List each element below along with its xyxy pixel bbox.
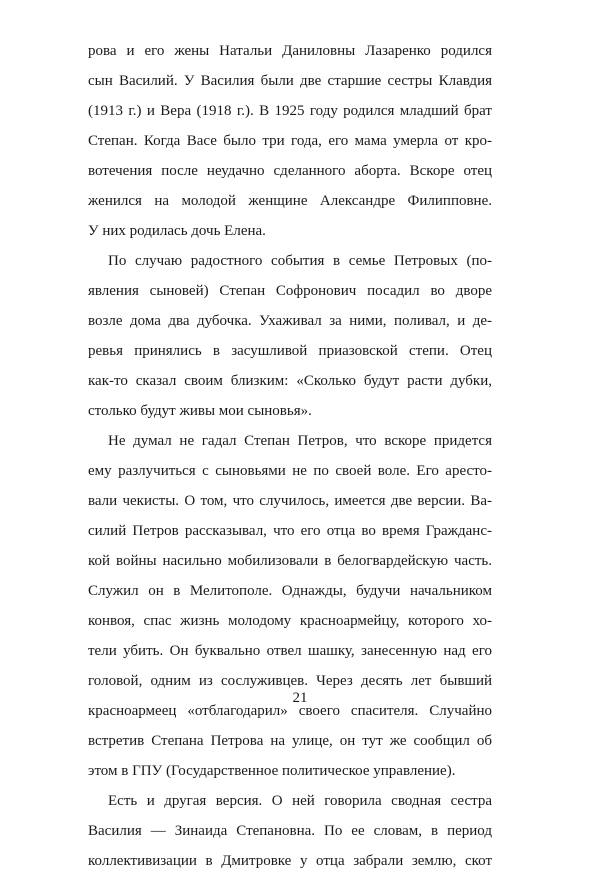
text-line: тели убить. Он буквально отвел шашку, занесенную над его xyxy=(88,643,492,659)
text-line: ревья принялись в засушливой приазовской степи. Отец xyxy=(88,343,492,359)
text-line: сын Василий. У Василия были две старшие сестры Клавдия xyxy=(88,73,492,89)
page-number: 21 xyxy=(292,690,308,706)
text-line: По случаю радостного события в семье Петровых (по- xyxy=(108,253,492,269)
text-line: силий Петров рассказывал, что его отца во время Гражданс- xyxy=(88,523,492,539)
text-line: кой войны насильно мобилизовали в белогвардейскую часть. xyxy=(88,553,492,569)
text-line: этом в ГПУ (Государственное политическое управление). xyxy=(88,763,456,779)
text-line: ему разлучиться с сыновьями не по своей воле. Его аресто- xyxy=(88,463,492,479)
text-line: вали чекисты. О том, что случилось, имеется две версии. Ва- xyxy=(88,493,492,509)
text-line: вотечения после неудачно сделанного аборта. Вскоре отец xyxy=(88,163,492,179)
text-line: красноармеец «отблагодарил» своего спасителя. Случайно xyxy=(88,703,492,719)
text-line: женился на молодой женщине Александре Филипповне. xyxy=(88,193,492,209)
text-line: встретив Степана Петрова на улице, он тут же сообщил об xyxy=(88,733,492,749)
text-line: У них родилась дочь Елена. xyxy=(88,223,266,239)
text-line: возле дома два дубочка. Ухаживал за ними, поливал, и де- xyxy=(88,313,492,329)
text-line: конвоя, спас жизнь молодому красноармейцу, которого хо- xyxy=(88,613,492,629)
body-text xyxy=(88,36,492,876)
text-line: Степан. Когда Васе было три года, его мама умерла от кро- xyxy=(88,133,492,149)
text-line: Василия — Зинаида Степановна. По ее словам, в период xyxy=(88,823,492,839)
text-line: коллективизации в Дмитровке у отца забрали землю, скот xyxy=(88,853,492,869)
text-line: рова и его жены Натальи Даниловны Лазаренко родился xyxy=(88,43,492,59)
text-line: Не думал не гадал Степан Петров, что вскоре придется xyxy=(108,433,492,449)
text-line: как-то сказал своим близким: «Сколько будут расти дубки, xyxy=(88,373,492,389)
text-line: (1913 г.) и Вера (1918 г.). В 1925 году родился младший брат xyxy=(88,103,492,119)
text-line: головой, одним из сослуживцев. Через десять лет бывший xyxy=(88,673,492,689)
text-line: явления сыновей) Степан Софронович посадил во дворе xyxy=(88,283,492,299)
text-line: Служил он в Мелитополе. Однажды, будучи начальником xyxy=(88,583,492,599)
text-line: Есть и другая версия. О ней говорила сводная сестра xyxy=(108,793,492,809)
text-line: столько будут живы мои сыновья». xyxy=(88,403,312,419)
